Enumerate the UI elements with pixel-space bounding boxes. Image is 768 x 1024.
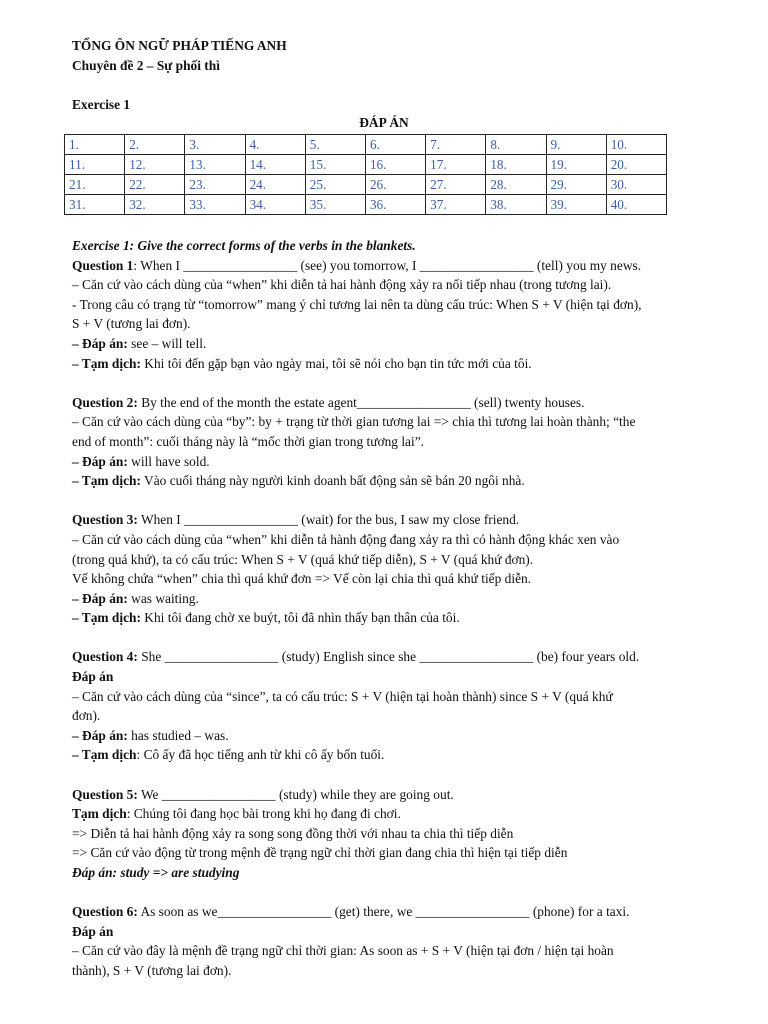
answer-cell: 36. — [365, 195, 425, 215]
q3-translation: – Tạm dịch: Khi tôi đang chờ xe buýt, tôi đã nhìn thấy bạn thân của tôi. — [72, 610, 460, 626]
answer-cell: 6. — [365, 135, 425, 155]
answer-cell: 10. — [606, 135, 666, 155]
q2-translation: – Tạm dịch: Vào cuối tháng này người kinh doanh bất động sản sẽ bán 20 ngôi nhà. — [72, 473, 525, 489]
question-5: Question 5: We _________________ (study) while they are going out. — [72, 786, 454, 802]
q3-answer: – Đáp án: was waiting. — [72, 590, 199, 606]
answer-table-title: ĐÁP ÁN — [359, 115, 409, 130]
q4-dap-an-heading: Đáp án — [72, 669, 114, 685]
q2-explanation-2: end of month”: cuối tháng này là “mốc thời gian trong tương lai”. — [72, 433, 425, 449]
q3-explanation-3: Vế không chứa “when” chia thì quá khứ đơn => Vế còn lại chia thì quá khứ tiếp diễn. — [72, 571, 532, 587]
answer-cell: 3. — [185, 135, 245, 155]
answer-cell: 8. — [486, 135, 546, 155]
answer-table-row — [65, 195, 667, 215]
answer-table-row — [65, 155, 667, 175]
answer-cell: 29. — [546, 175, 606, 195]
answer-table — [64, 134, 667, 215]
q2-answer: – Đáp án: will have sold. — [72, 453, 210, 469]
answer-cell: 12. — [125, 155, 185, 175]
q4-answer: – Đáp án: has studied – was. — [72, 727, 229, 743]
answer-cell: 27. — [426, 175, 486, 195]
answer-cell: 21. — [65, 175, 125, 195]
answer-cell: 33. — [185, 195, 245, 215]
question-6: Question 6: As soon as we_________________ (get) there, we _________________ (phone) for a taxi. — [72, 904, 630, 920]
answer-cell: 7. — [426, 135, 486, 155]
answer-cell: 16. — [365, 155, 425, 175]
answer-cell: 23. — [185, 175, 245, 195]
answer-cell: 24. — [245, 175, 305, 195]
exercise-instruction: Exercise 1: Give the correct forms of the verbs in the blankets. — [72, 238, 416, 253]
answer-cell: 32. — [125, 195, 185, 215]
answer-cell: 26. — [365, 175, 425, 195]
document-title: TỔNG ÔN NGỮ PHÁP TIẾNG ANH — [72, 38, 287, 53]
answer-cell: 17. — [426, 155, 486, 175]
q3-explanation-1: – Căn cứ vào cách dùng của “when” khi diễn tả hành động đang xảy ra thì có hành động khác xen vào — [72, 531, 620, 547]
answer-cell: 38. — [486, 195, 546, 215]
q1-explanation-3: S + V (tương lai đơn). — [72, 316, 191, 332]
answer-cell: 40. — [606, 195, 666, 215]
answer-cell: 5. — [305, 135, 365, 155]
answer-cell: 30. — [606, 175, 666, 195]
q5-explanation-2: => Căn cứ vào động từ trong mệnh đề trạng ngữ chỉ thời gian đang chia thì hiện tại tiếp diễn — [72, 845, 568, 861]
answer-cell: 1. — [65, 135, 125, 155]
answer-cell: 19. — [546, 155, 606, 175]
q5-explanation-1: => Diễn tả hai hành động xảy ra song song đồng thời với nhau ta chia thì tiếp diễn — [72, 825, 514, 841]
q5-answer: Đáp án: study => are studying — [72, 865, 240, 880]
answer-cell: 22. — [125, 175, 185, 195]
answer-cell: 4. — [245, 135, 305, 155]
answer-table-row — [65, 175, 667, 195]
q4-explanation-2: đơn). — [72, 708, 101, 724]
document-subtitle: Chuyên đề 2 – Sự phối thì — [72, 58, 220, 73]
q2-explanation-1: – Căn cứ vào cách dùng của “by”: by + trạng từ thời gian tương lai => chia thì tương lai hoàn thành; “the — [72, 414, 636, 430]
q5-translation: Tạm dịch: Chúng tôi đang học bài trong khi họ đang đi chơi. — [72, 806, 401, 822]
question-4: Question 4: She _________________ (study) English since she _________________ (be) four years old. — [72, 649, 640, 665]
answer-cell: 34. — [245, 195, 305, 215]
answer-cell: 31. — [65, 195, 125, 215]
answer-cell: 9. — [546, 135, 606, 155]
answer-cell: 25. — [305, 175, 365, 195]
q4-translation: – Tạm dịch: Cô ấy đã học tiếng anh từ khi cô ấy bốn tuổi. — [72, 747, 385, 763]
question-3: Question 3: When I _________________ (wait) for the bus, I saw my close friend. — [72, 512, 520, 528]
answer-cell: 28. — [486, 175, 546, 195]
question-1: Question 1: When I _________________ (see) you tomorrow, I _________________ (tell) you my news. — [72, 257, 642, 273]
question-2: Question 2: By the end of the month the estate agent_________________ (sell) twenty houses. — [72, 394, 585, 410]
answer-cell: 2. — [125, 135, 185, 155]
exercise-heading: Exercise 1 — [72, 97, 131, 112]
answer-table-row — [65, 135, 667, 155]
answer-cell: 35. — [305, 195, 365, 215]
answer-cell: 13. — [185, 155, 245, 175]
q1-explanation-1: – Căn cứ vào cách dùng của “when” khi diễn tả hai hành động xảy ra nối tiếp nhau (trong tương lai). — [72, 277, 612, 293]
answer-cell: 37. — [426, 195, 486, 215]
q6-explanation-2: thành), S + V (tương lai đơn). — [72, 962, 232, 978]
answer-cell: 15. — [305, 155, 365, 175]
answer-cell: 18. — [486, 155, 546, 175]
q3-explanation-2: (trong quá khứ), ta có cấu trúc: When S + V (quá khứ tiếp diễn), S + V (quá khứ đơn). — [72, 551, 534, 567]
q1-translation: – Tạm dịch: Khi tôi đến gặp bạn vào ngày mai, tôi sẽ nói cho bạn tin tức mới của tôi. — [72, 355, 532, 371]
answer-cell: 20. — [606, 155, 666, 175]
q4-explanation-1: – Căn cứ vào cách dùng của “since”, ta có cấu trúc: S + V (hiện tại hoàn thành) since S + V (quá khứ — [72, 688, 613, 704]
q6-explanation-1: – Căn cứ vào đây là mệnh đề trạng ngữ chỉ thời gian: As soon as + S + V (hiện tại đơn / hiện tại hoàn — [72, 943, 614, 959]
q1-answer: – Đáp án: see – will tell. — [72, 335, 207, 351]
exercise-content — [72, 236, 722, 981]
q6-dap-an-heading: Đáp án — [72, 923, 114, 939]
answer-cell: 14. — [245, 155, 305, 175]
answer-cell: 39. — [546, 195, 606, 215]
answer-cell: 11. — [65, 155, 125, 175]
q1-explanation-2: - Trong câu có trạng từ “tomorrow” mang ý chỉ tương lai nên ta dùng cấu trúc: When S + V (hiện tại đơn), — [72, 296, 642, 312]
